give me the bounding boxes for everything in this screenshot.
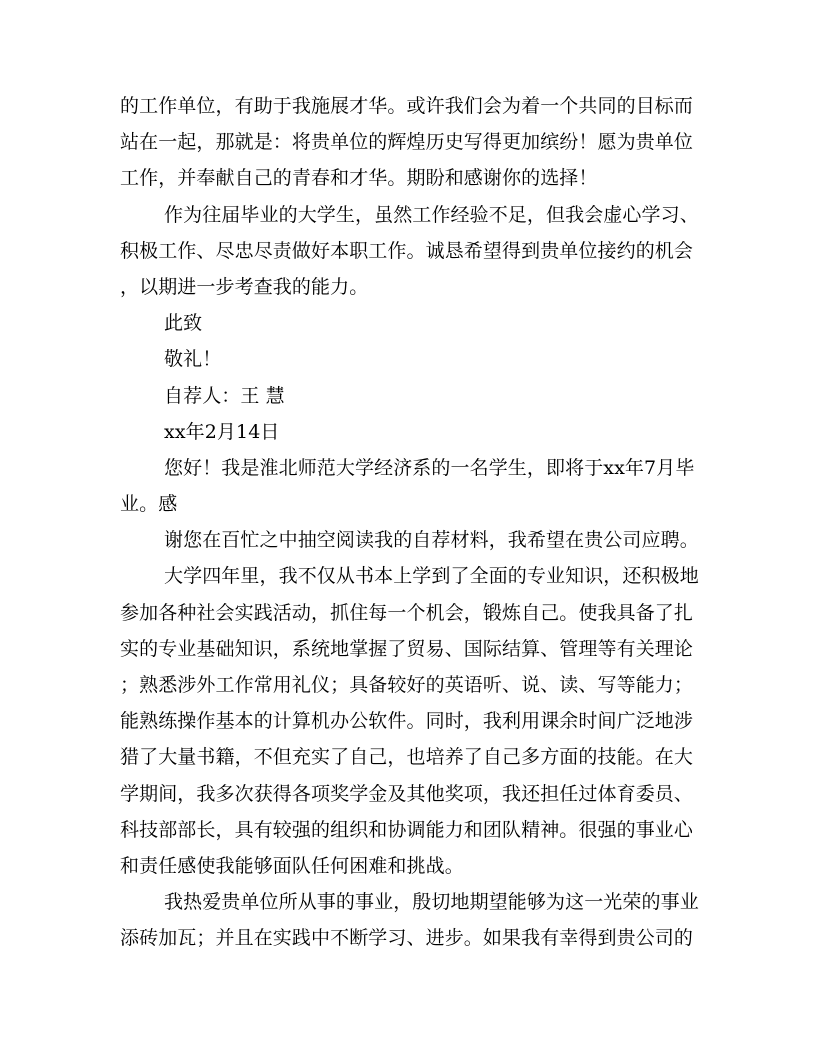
salutation: 敬礼！ [164, 348, 222, 371]
text-line: 猎了大量书籍，不但充实了自己，也培养了自己多方面的技能。在大 [120, 746, 694, 769]
text-line: 您好！我是淮北师范大学经济系的一名学生，即将于xx年7月毕 [164, 456, 695, 479]
closing-phrase: 此致 [164, 312, 203, 335]
date: xx年2月14日 [164, 420, 280, 443]
letter-body [120, 88, 700, 957]
text-line: ；熟悉涉外工作常用礼仪；具备较好的英语听、说、读、写等能力； [120, 674, 694, 696]
text-line: 谢您在百忙之中抽空阅读我的自荐材料，我希望在贵公司应聘。 [164, 529, 699, 552]
text-line: 我热爱贵单位所从事的事业，殷切地期望能够为这一光荣的事业 [164, 891, 699, 914]
text-line: ，以期进一步考查我的能力。 [120, 275, 369, 298]
text-line: 业。感 [120, 493, 178, 516]
text-line: 参加各种社会实践活动，抓住每一个机会，锻炼自己。使我具备了扎 [120, 601, 694, 624]
text-line: 学期间，我多次获得各项奖学金及其他奖项，我还担任过体育委员、 [120, 782, 694, 805]
text-line: 科技部部长，具有较强的组织和协调能力和团队精神。很强的事业心 [120, 818, 694, 841]
text-line: 大学四年里，我不仅从书本上学到了全面的专业知识，还积极地 [164, 565, 699, 588]
text-line: 添砖加瓦；并且在实践中不断学习、进步。如果我有幸得到贵公司的 [120, 927, 694, 950]
text-line: 作为往届毕业的大学生，虽然工作经验不足，但我会虚心学习、 [164, 203, 699, 226]
text-line: 和责任感使我能够面队任何困难和挑战。 [120, 854, 464, 877]
text-line: 站在一起，那就是：将贵单位的辉煌历史写得更加缤纷！愿为贵单位 [120, 131, 694, 154]
text-line: 能熟练操作基本的计算机办公软件。同时，我利用课余时间广泛地涉 [120, 710, 694, 733]
text-line: 积极工作、尽忠尽责做好本职工作。诚恳希望得到贵单位接约的机会 [120, 239, 694, 262]
text-line: 工作，并奉献自己的青春和才华。期盼和感谢你的选择！ [120, 167, 598, 190]
text-line: 实的专业基础知识，系统地掌握了贸易、国际结算、管理等有关理论 [120, 637, 694, 660]
signature: 自荐人：王 慧 [164, 384, 285, 407]
text-line: 的工作单位，有助于我施展才华。或许我们会为着一个共同的目标而 [120, 95, 694, 117]
